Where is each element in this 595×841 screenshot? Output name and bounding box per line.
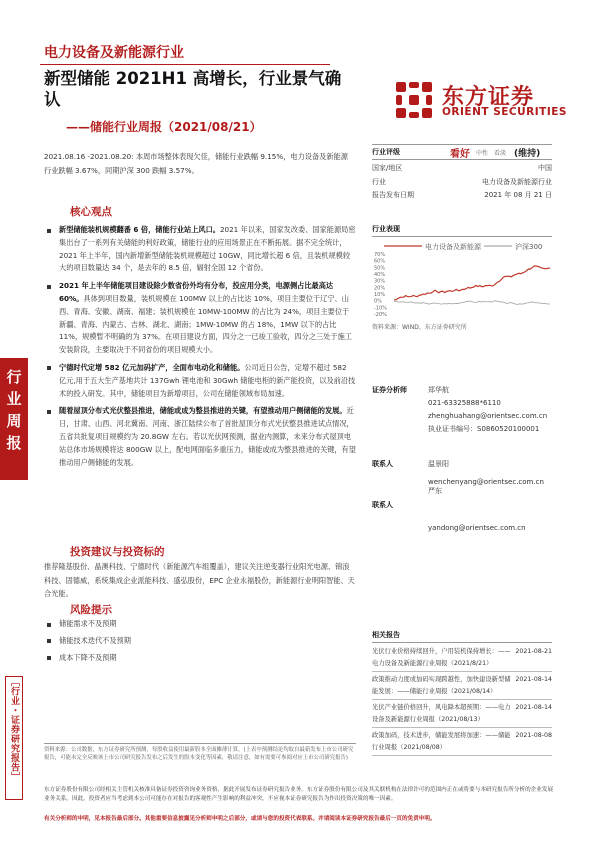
risk-item: 储能需求不及预期 [44,618,356,631]
info-value: 2021 年 08 月 21 日 [484,191,552,199]
logo-text-en: ORIENT SECURITIES [442,106,567,118]
core-points [44,224,356,474]
weekly-summary: 2021.08.16 -2021.08.20: 本周市场整体表现欠佳，储能行业跌幅 9.15%，电力设备及新能源行业跌幅 3.67%，同期沪深 300 跌幅 3.57%。 [44,152,348,175]
core-heading: 核心观点 [70,206,112,218]
related-date: 2021-08-08 [515,732,552,739]
y-tick-label: 10% [374,292,386,298]
related-heading: 相关报告 [372,630,552,643]
contact-name: 严东 [428,487,442,495]
contact-email[interactable]: wenchenyang@orientsec.com.cn [428,478,544,486]
contact-role: 联系人 [372,501,393,509]
y-tick-label: 70% [374,252,386,258]
info-key: 国家/地区 [372,164,403,172]
report-type-tab [0,358,28,480]
logo-mark-icon [392,78,436,122]
analyst-role: 证券分析师 [372,386,407,394]
related-reports [372,646,552,758]
info-row [372,176,552,190]
related-report[interactable] [372,646,552,672]
side-strip-label: ［行业・证券研究报告］ [9,677,19,782]
core-point [44,224,356,275]
legend-label-index: 沪深300 [515,243,543,251]
risk-item: 储能技术迭代不及预期 [44,635,356,648]
contact-email[interactable]: yandong@orientsec.com.cn [428,524,526,532]
point-lead: 宁德时代定增 582 亿元加码扩产，全面布电动化和储能。 [59,362,245,372]
y-tick-label: 20% [374,285,386,292]
related-date: 2021-08-14 [515,704,552,711]
report-subtitle: ——储能行业周报（2021/08/21） [66,120,262,134]
y-tick-label: 50% [374,265,386,272]
related-date: 2021-08-14 [515,676,552,683]
series-line-industry [394,266,550,300]
point-lead: 新型储能装机规模翻番 6 倍，储能行业站上风口。 [59,225,220,234]
logo-text-cn: 东方证券 [442,85,535,110]
y-tick-label: 40% [374,272,386,278]
contact-role: 联系人 [372,460,393,468]
related-title[interactable]: 政策加码，技术进步，储能发展将加速：——储能行业周报（2021/08/08） [372,732,511,751]
y-tick-label: -10% [374,305,387,312]
report-type-label: 行业周报 [6,368,22,452]
point-body: 近日，甘肃、山西、河北冀南、河南、浙江陆续公布了首批屋顶分布式光伏整县推进试点情况，五省共批复项目规模约为 20.8GW 左右。若以光伏网预测，据业内测算，未来分布式屋顶电站总体市场规模将达 800GW 以上，配电网面临多重压力，储能或成为整县推进的关键，有望推动用户侧储能的发展。 [59,406,356,467]
y-tick-label: 30% [374,278,386,285]
report-title: 新型储能 2021H1 高增长，行业景气确认 [44,69,342,109]
related-title[interactable]: 光伏产业链价格回升，风电降本超预期：——电力设备及新能源行业周报（2021/08/13） [372,704,511,723]
sector-label: 电力设备及新能源行业 [44,45,184,61]
legend-label-industry: 电力设备及新能源 [425,243,481,251]
rating-maintain: (维持) [514,148,541,159]
y-tick-label: -20% [374,312,387,318]
analyst-phone[interactable]: 021-63325888*6110 [428,399,501,407]
y-tick-label: 0% [374,298,382,305]
info-value: 电力设备及新能源行业 [482,177,552,186]
point-body: 公司近日公告，定增不超过 582 亿元,用于五大生产基地共计 137Gwh 锂电池和 30Gwh 储能电柜的新产能投资，以及前沿技术的投入研发。其中，储能项目为新增项目，公司在储能领域布局加速。 [59,362,356,398]
point-body: 具体到项目数量，装机规模在 100MW 以上的占比达 10%，项目主要位于辽宁、山西、青海、安徽、湖南、福建；装机规模在 10MW-100MW 的占比为 24%，项目主要位于新疆、青海、内蒙古、吉林、湖北、湖南；1MW-10MW 的占 18%，1MW 以下的占比 11%，规模暂不明确的为 37%。在项目建设方面，四分之一已竣工验收，四分之三处于施工安装阶段，主要取决于不同省份的项目规模大小。 [59,293,352,355]
analyst-email[interactable]: zhenghuahang@orientsec.com.cn [428,412,548,420]
analyst-statement: 有关分析师的申明，见本报告最后部分。其他重要信息披露见分析师申明之后部分，或请与您的投资代表联系。并请阅读本证券研究报告最后一页的免责申明。 [44,816,436,822]
risk-list [44,618,356,668]
risk-heading: 风险提示 [70,604,112,616]
trend-title: 行业表现 [372,224,552,237]
related-report[interactable] [372,702,552,728]
series-line-index [394,301,550,305]
related-date: 2021-08-21 [515,648,552,655]
rating-row [372,144,552,160]
y-tick-label: 60% [374,258,386,265]
related-title[interactable]: 光伏行业价格持续回升，户用装机保持增长：——电力设备及新能源行业周报（2021/8/21） [372,648,511,667]
invest-text: 推荐隆基股份、晶澳科技、宁德时代（新能源汽车组覆盖），建议关注逆变器行业阳光电源、锦浪科技、固德威，系统集成企业派能科技、盛弘股份，EPC 企业永福股份，新能源行业明阳智能、天合光能。 [44,562,355,598]
analyst-license: 执业证书编号：S0860520100001 [428,425,540,433]
related-report[interactable] [372,674,552,700]
core-point [44,405,356,469]
company-logo [392,78,567,123]
analyst-name: 郑华航 [428,386,449,394]
info-value: 中国 [538,164,552,172]
disclaimer: 东方证券股份有限公司经相关主管机关核准具备证券投资咨询业务资格，据此开展发布证券研究报告业务。东方证券股份有限公司及其关联机构在法律许可的范围内正在或将要与本研究报告所分析的企业发展业务关系。因此，投资者应当考虑到本公司可能存在对报告的客观性产生影响的利益冲突，不应视本证券研究报告为作出投资决策的唯一因素。 [44,787,554,802]
info-row [372,162,552,176]
analyst-block [372,384,552,544]
report-info [372,162,552,203]
point-lead: 2021 年上半年储能项目建设除少数省份外均有分布，投应用分类，电源侧占比最高达 60%。 [59,281,334,303]
related-report[interactable] [372,730,552,756]
info-key: 行业 [372,177,386,186]
point-lead: 随着屋顶分布式光伏整县推进，储能或成为整县推进的关键，有望推动用户侧储能的发展。 [59,406,347,416]
side-strip [5,676,23,800]
footnote: 资料来源：公司数据，东方证券研究所预测，每股收益使用最新股本全面摊薄计算。(上表中预测结论均取自最新发布上市公司研究报告，可能未完全反映该上市公司研究报告发布之后发生的股本变化等因素，敬请注意，如有需要可参阅对应上市公司研究报告) [44,747,354,762]
point-body: 2021 年以来，国家发改委、国家能源局密集出台了一系列有关储能的利好政策，储能行业的应用场景正在不断拓展。据不完全统计，2021 年上半年，国内新增新型储能装机规模超过 10GW，同比增长超 6 倍，且装机规模较大的项目数量达 34 个，是去年的 8.5 倍，辐射全国 12 个省份。 [59,225,356,273]
rating-label: 行业评级 [372,148,400,156]
core-point [44,362,356,400]
info-row [372,189,552,203]
industry-performance-chart [372,236,552,318]
header-divider [40,64,330,65]
contact-name: 温景阳 [428,460,449,468]
chart-source: 资料来源：WIND、东方证券研究所 [372,324,467,331]
rating-value: 看好 [450,148,470,160]
invest-heading: 投资建议与投资标的 [70,546,165,558]
footnote-divider [44,743,356,744]
info-key: 报告发布日期 [372,191,414,199]
related-title[interactable]: 政策推动力度或加码实现跨越性，加快建设新型储能发展：——储能行业周报（2021/08/14） [372,676,511,695]
y-axis [374,252,387,318]
rating-option: 看淡 [494,149,507,157]
rating-option: 中性 [476,149,489,157]
risk-item: 成本下降不及预期 [44,652,356,665]
core-point [44,280,356,357]
